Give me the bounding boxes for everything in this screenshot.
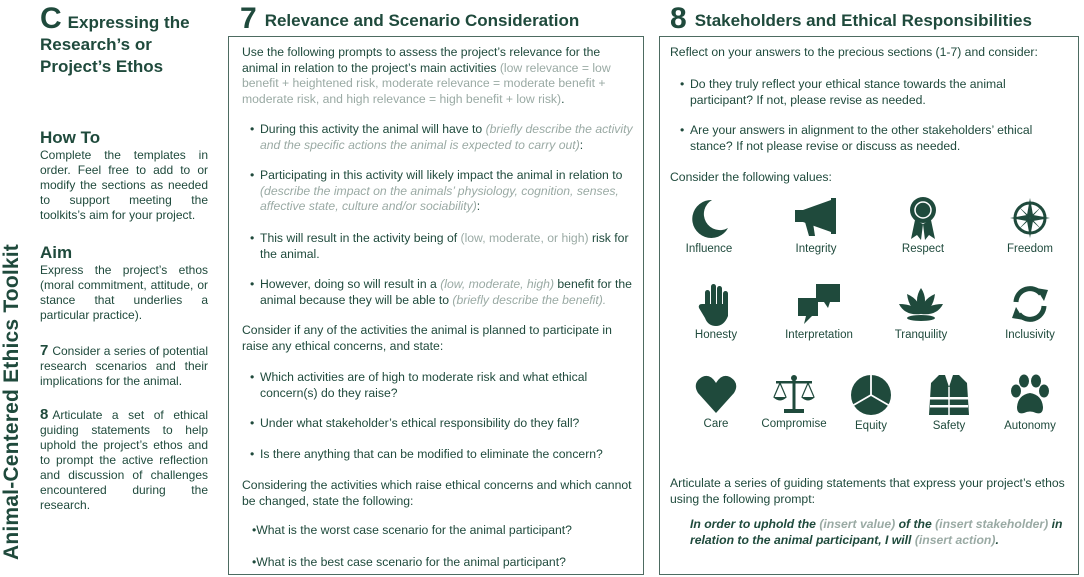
section-8-reflect-stance: • Do they truly reflect your ethical stance towards the animal participant? If not, please revise as needed. [680,77,1006,107]
moon-icon [686,196,732,240]
item-7-text: 7 Consider a series of potential research scenarios and their implications for the animal. [40,342,208,388]
section-7-title: 7 Relevance and Scenario Consideration [240,2,580,35]
section-7-bullet-impact: • Participating in this activity will likely impact the animal in relation to (describe the impact on the animals’ physiology, cognition, senses, affective state, culture and/or sociability): [250,168,623,213]
howto-text: Complete the templates in order. Feel free to add to or modify the sections as needed to support meeting the toolkits’s aim for your project. [40,148,208,222]
section-8-reflect-alignment: • Are your answers in alignment to the other stakeholders’ ethical stance? If not please revise or discuss as needed. [680,123,1033,153]
howto-heading: How To [40,128,101,147]
safety-vest-icon [927,373,971,417]
item-8-text: 8 Articulate a set of ethical guiding statements to help uphold the project’s ethos and to prompt the active reflection and discussion of challenges encountered during the research. [40,406,208,512]
raised-hand-icon [696,282,736,326]
section-7-best-case: •What is the best case scenario for the animal participant? [252,555,566,569]
value-freedom: Freedom [985,196,1075,255]
value-respect: Respect [878,196,968,255]
section-8-values-intro: Consider the following values: [670,170,832,184]
speech-bubbles-icon [794,282,844,326]
value-compromise: Compromise [749,373,839,430]
section-7-worst-case: •What is the worst case scenario for the animal participant? [252,523,572,537]
compass-icon [1008,196,1052,240]
section-7-bullet-risk: • This will result in the activity being of (low, moderate, or high) risk for the animal. [250,231,629,261]
section-7-concern-risk: • Which activities are of high to moderate risk and what ethical concern(s) do they raise? [250,370,588,400]
section-7-considering: Considering the activities which raise ethical concerns and which cannot be changed, state the following: [242,478,632,508]
heart-icon [694,373,738,415]
value-interpretation: Interpretation [774,282,864,341]
section-7-bullet-benefit: • However, doing so will result in a (low, moderate, high) benefit for the animal because they will be able to (briefly describe the benefit). [250,277,632,307]
value-care: Care [671,373,761,430]
section-c-column [40,2,208,513]
value-inclusivity: Inclusivity [985,282,1075,341]
toolkit-side-title: Animal-Centered Ethics Toolkit [0,244,23,560]
section-c-title: C Expressing the Research’s or Project’s Ethos [40,2,190,76]
balance-scale-icon [770,373,818,415]
aim-text: Express the project’s ethos (moral commitment, attitude, or stance that underlies a particular practice). [40,263,208,322]
value-integrity: Integrity [771,196,861,255]
section-7-intro: Use the following prompts to assess the project’s relevance for the animal in relation to the project’s main activities (low relevance = low benefit + heightened risk, moderate relevance = moderate benefit + moderate risk, and high relevance = high benefit + low risk). [242,45,611,106]
section-8-articulate: Articulate a series of guiding statements that express your project’s ethos using the following prompt: [670,476,1065,506]
value-autonomy: Autonomy [985,373,1075,432]
lotus-icon [897,282,945,326]
megaphone-icon [791,196,841,240]
value-tranquility: Tranquility [876,282,966,341]
section-8-title: 8 Stakeholders and Ethical Responsibilities [670,2,1032,35]
divided-circle-icon [849,373,893,417]
value-honesty: Honesty [671,282,761,341]
award-ribbon-icon [903,196,943,240]
value-equity: Equity [826,373,916,432]
aim-heading: Aim [40,243,73,262]
paw-icon [1008,373,1052,417]
section-8-reflect: Reflect on your answers to the precious sections (1-7) and consider: [670,45,1038,59]
section-7-concern-modify: • Is there anything that can be modified to eliminate the concern? [250,447,603,461]
value-safety: Safety [904,373,994,432]
section-7-consider: Consider if any of the activities the animal is planned to participate in raise any ethical concerns, and state: [242,323,612,353]
guiding-statement-prompt: In order to uphold the (insert value) of the (insert stakeholder) in relation to the animal participant, I will (insert action). [690,517,1063,547]
section-7-concern-stakeholder: • Under what stakeholder’s ethical responsibility do they fall? [250,416,580,430]
section-7-bullet-activity: • During this activity the animal will have to (briefly describe the activity and the specific actions the animal is expected to carry out): [250,122,633,152]
cycle-arrows-icon [1008,282,1052,326]
value-influence: Influence [664,196,754,255]
